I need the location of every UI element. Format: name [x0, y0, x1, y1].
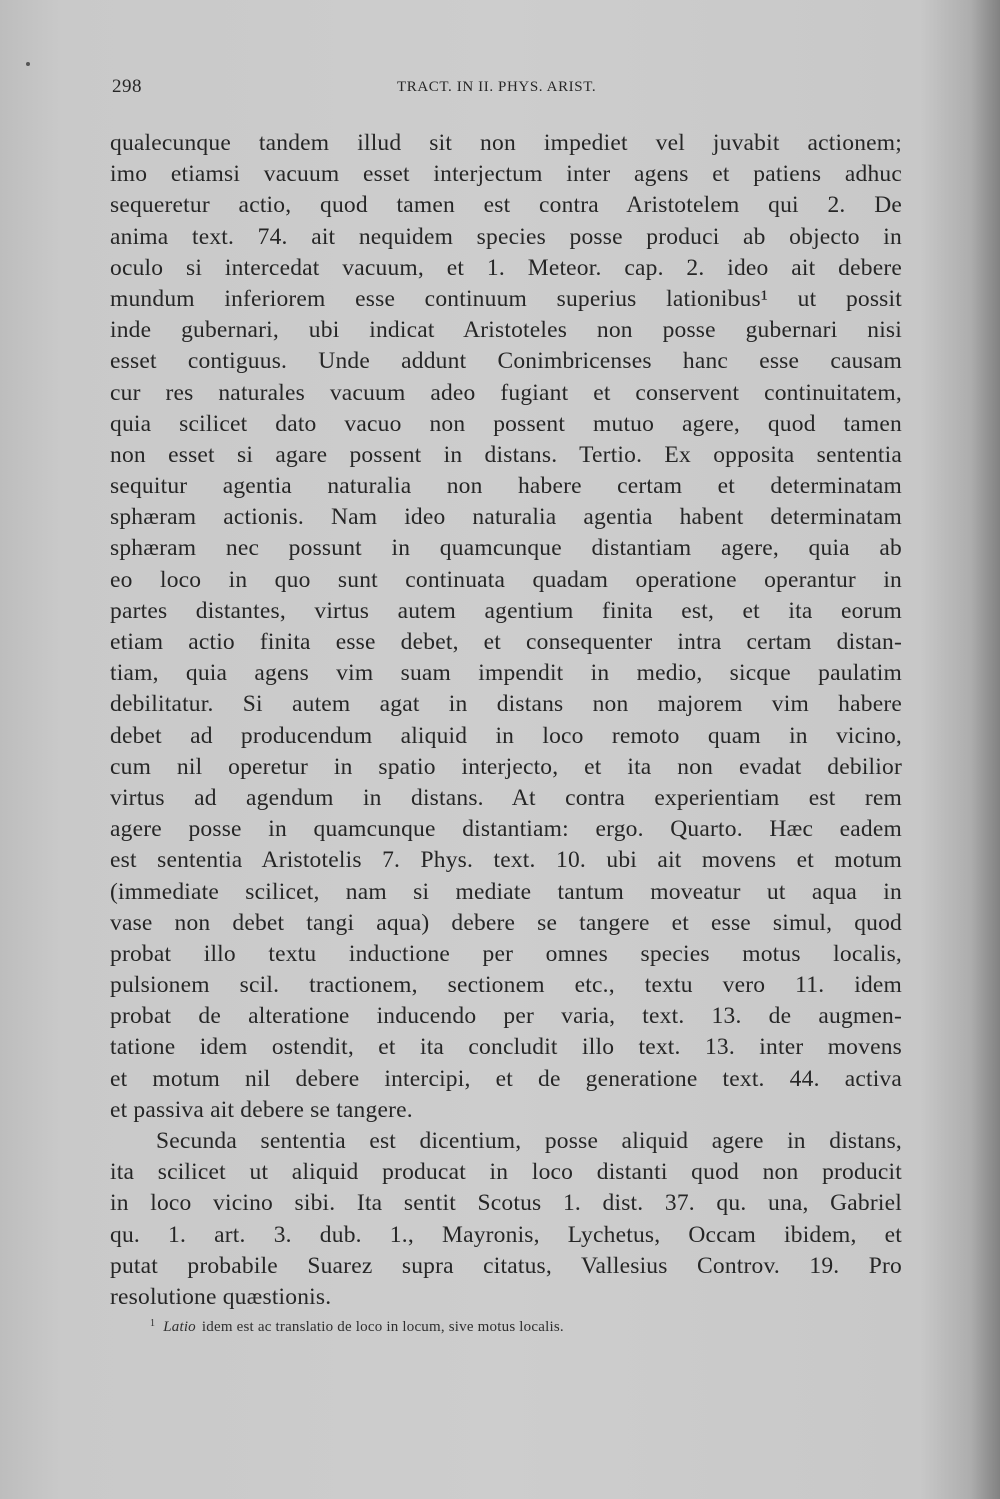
text-line: Secunda sententia est dicentium, posse aliquid agere in distans,: [156, 1128, 902, 1154]
text-line: inde gubernari, ubi indicat Aristoteles non posse gubernari nisi: [110, 317, 902, 344]
text-line: agere posse in quamcunque distantiam: ergo. Quarto. Hæc eadem: [110, 816, 902, 843]
paragraph-1: [110, 128, 902, 1126]
text-line: sequeretur actio, quod tamen est contra Aristotelem qui 2. De: [110, 192, 902, 219]
text-line: tiam, quia agens vim suam impendit in medio, sicque paulatim: [110, 660, 902, 687]
text-line: mundum inferiorem esse continuum superius lationibus¹ ut possit: [110, 285, 902, 312]
text-line: ita scilicet ut aliquid producat in loco distanti quod non producit: [110, 1159, 902, 1186]
footnote: [150, 1318, 850, 1336]
text-line: debet ad producendum aliquid in loco remoto quam in vicino,: [110, 722, 902, 749]
text-line: etiam actio finita esse debet, et consequenter intra certam distan-: [110, 629, 902, 655]
footnote-term: Latio: [163, 1319, 196, 1335]
text-line: sphæram actionis. Nam ideo naturalia agentia habent determinatam: [110, 504, 902, 531]
text-line: et motum nil debere intercipi, et de generatione text. 44. activa: [110, 1065, 902, 1092]
text-line: sphæram nec possunt in quamcunque distantiam agere, quia ab: [110, 535, 902, 562]
text-line: qualecunque tandem illud sit non impediet vel juvabit actionem;: [110, 130, 902, 156]
text-line: eo loco in quo sunt continuata quadam operatione operantur in: [110, 566, 902, 593]
text-line: qu. 1. art. 3. dub. 1., Mayronis, Lychetus, Occam ibidem, et: [110, 1221, 902, 1248]
text-line: et passiva ait debere se tangere.: [110, 1096, 413, 1123]
text-line: cur res naturales vacuum adeo fugiant et conservent continuitatem,: [110, 379, 902, 406]
text-line: partes distantes, virtus autem agentium finita est, et ita eorum: [110, 597, 902, 624]
text-line: vase non debet tangi aqua) debere se tangere et esse simul, quod: [110, 909, 902, 936]
running-title: TRACT. IN II. PHYS. ARIST.: [397, 79, 597, 95]
text-line: tatione idem ostendit, et ita concludit illo text. 13. inter movens: [110, 1034, 902, 1061]
text-line: esset contiguus. Unde addunt Conimbricenses hanc esse causam: [110, 348, 902, 375]
text-line: imo etiamsi vacuum esset interjectum inter agens et patiens adhuc: [110, 161, 902, 188]
text-line: est sententia Aristotelis 7. Phys. text. 10. ubi ait movens et motum: [110, 847, 902, 874]
running-head: [112, 76, 902, 102]
text-line: resolutione quæstionis.: [110, 1283, 332, 1310]
text-line: non esset si agare possent in distans. Tertio. Ex opposita sententia: [110, 441, 902, 468]
text-line: probat illo textu inductione per omnes species motus localis,: [110, 940, 902, 967]
text-line: debilitatur. Si autem agat in distans non majorem vim habere: [110, 691, 902, 718]
text-line: oculo si intercedat vacuum, et 1. Meteor. cap. 2. ideo ait debere: [110, 254, 902, 281]
text-line: quia scilicet dato vacuo non possent mutuo agere, quod tamen: [110, 410, 902, 437]
text-line: pulsionem scil. tractionem, sectionem etc., textu vero 11. idem: [110, 972, 902, 999]
page-number: 298: [112, 76, 142, 97]
footnote-mark: 1: [150, 1318, 156, 1329]
text-line: in loco vicino sibi. Ita sentit Scotus 1. dist. 37. qu. una, Gabriel: [110, 1190, 902, 1217]
paragraph-2: [110, 1126, 902, 1313]
text-line: anima text. 74. ait nequidem species posse produci ab objecto in: [110, 223, 902, 250]
body-text: [110, 128, 902, 1313]
text-line: sequitur agentia naturalia non habere certam et determinatam: [110, 473, 902, 500]
text-line: (immediate scilicet, nam si mediate tantum moveatur ut aqua in: [110, 878, 902, 905]
text-line: putat probabile Suarez supra citatus, Vallesius Controv. 19. Pro: [110, 1252, 902, 1279]
text-line: cum nil operetur in spatio interjecto, et ita non evadat debilior: [110, 753, 902, 780]
text-line: probat de alteratione inducendo per varia, text. 13. de augmen-: [110, 1003, 902, 1030]
footnote-text: idem est ac translatio de loco in locum, sive motus localis.: [201, 1319, 564, 1335]
paper-speck: [26, 62, 30, 66]
text-line: virtus ad agendum in distans. At contra experientiam est rem: [110, 784, 902, 811]
